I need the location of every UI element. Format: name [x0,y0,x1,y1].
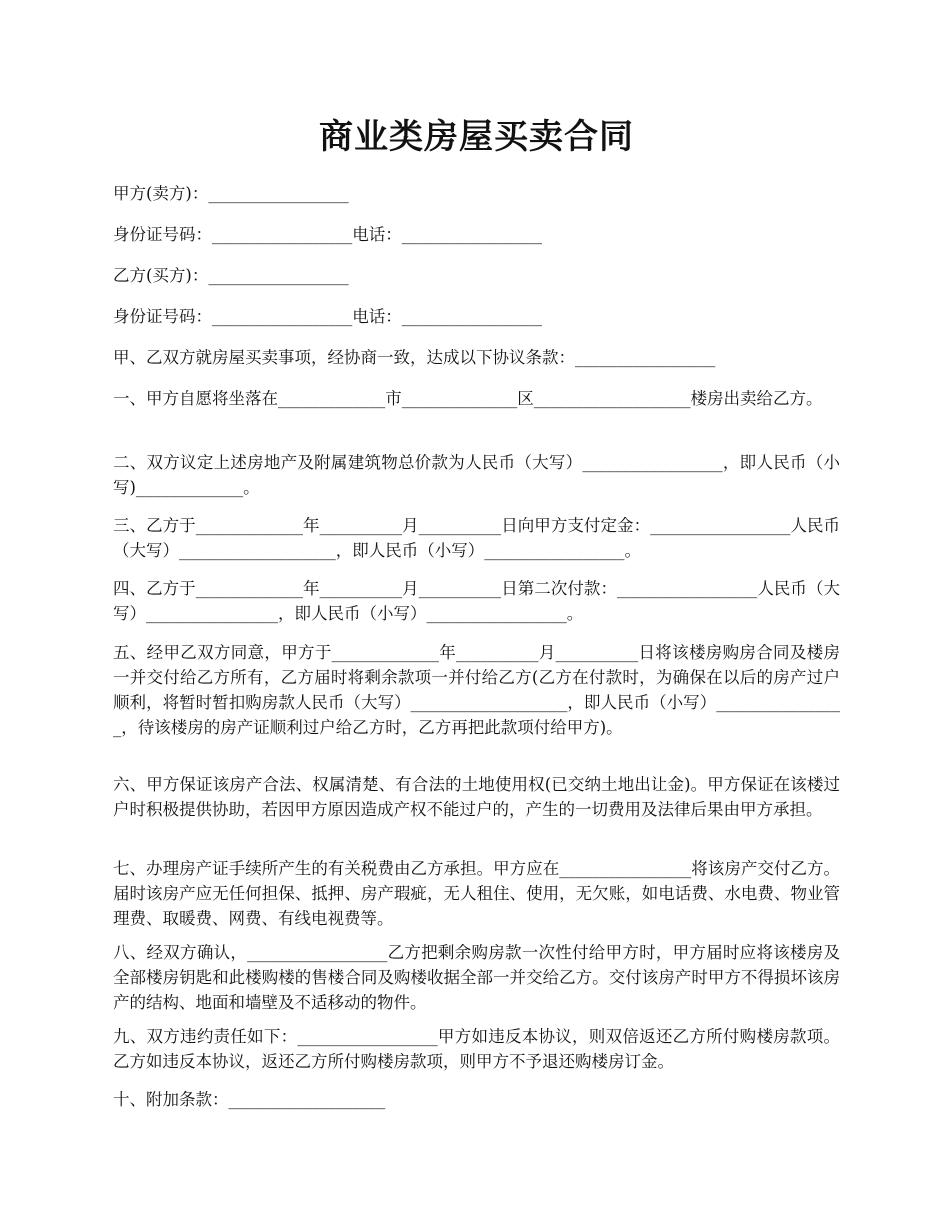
clause-8: 八、经双方确认，_________________乙方把剩余购房款一次性付给甲方时，甲方届时应将该楼房及全部楼房钥匙和此楼购楼的售楼合同及购楼收据全部一并交给乙方。交付该房产时甲方不得损坏该房产的结构、地面和墙壁及不适移动的物件。 [113,943,840,1012]
document-title: 商业类房屋买卖合同 [319,117,634,157]
clause-9: 九、双方违约责任如下：_________________甲方如违反本协议，则双倍返还乙方所付购楼房款项。乙方如违反本协议，返还乙方所付购楼房款项，则甲方不予退还购楼房订金。 [113,1027,840,1071]
buyer-party-line: 乙方(买方)：_________________ [113,266,349,285]
contract-page [113,0,840,1109]
clause-5: 五、经甲乙双方同意，甲方于_____________年__________月__________日将该楼房购房合同及楼房一并交付给乙方所有，乙方届时将剩余款项一并付给乙方(乙方在付款时，为确保在以后的房产过户顺利，将暂时暂扣购房款人民币（大写）___________________，即人民币（小写）________________，待该楼房的房产证顺利过户给乙方时，乙方再把此款项付给甲方)。 [113,643,840,737]
seller-party-line: 甲方(卖方)：_________________ [113,184,349,203]
buyer-id-phone-line: 身份证号码：_________________电话：_________________ [113,307,542,326]
clause-7: 七、办理房产证手续所产生的有关税费由乙方承担。甲方应在________________将该房产交付乙方。届时该房产应无任何担保、抵押、房产瑕疵，无人租住、使用，无欠账，如电话费、水电费、物业管理费、取暖费、网费、有线电视费等。 [113,859,840,928]
seller-id-phone-line: 身份证号码：_________________电话：_________________ [113,225,542,244]
clause-10: 十、附加条款：___________________ [113,1090,386,1109]
clause-1: 一、甲方自愿将坐落在_____________市______________区___________________楼房出卖给乙方。 [113,389,823,408]
clause-6: 六、甲方保证该房产合法、权属清楚、有合法的土地使用权(已交纳土地出让金)。甲方保证在该楼过户时积极提供协助，若因甲方原因造成产权不能过户的，产生的一切费用及法律后果由甲方承担。 [113,775,840,819]
clause-2: 二、双方议定上述房地产及附属建筑物总价款为人民币（大写）_________________，即人民币（小写)_____________。 [113,453,840,497]
intro-paragraph: 甲、乙双方就房屋买卖事项，经协商一致，达成以下协议条款：_________________ [113,348,716,367]
clause-4: 四、乙方于_____________年__________月__________日第二次付款：_________________人民币（大写）________________，即人民币（小写）_________________。 [113,579,840,623]
clause-3: 三、乙方于_____________年__________月__________日向甲方支付定金：_________________人民币（大写）___________________，即人民币（小写）_________________。 [113,516,840,560]
